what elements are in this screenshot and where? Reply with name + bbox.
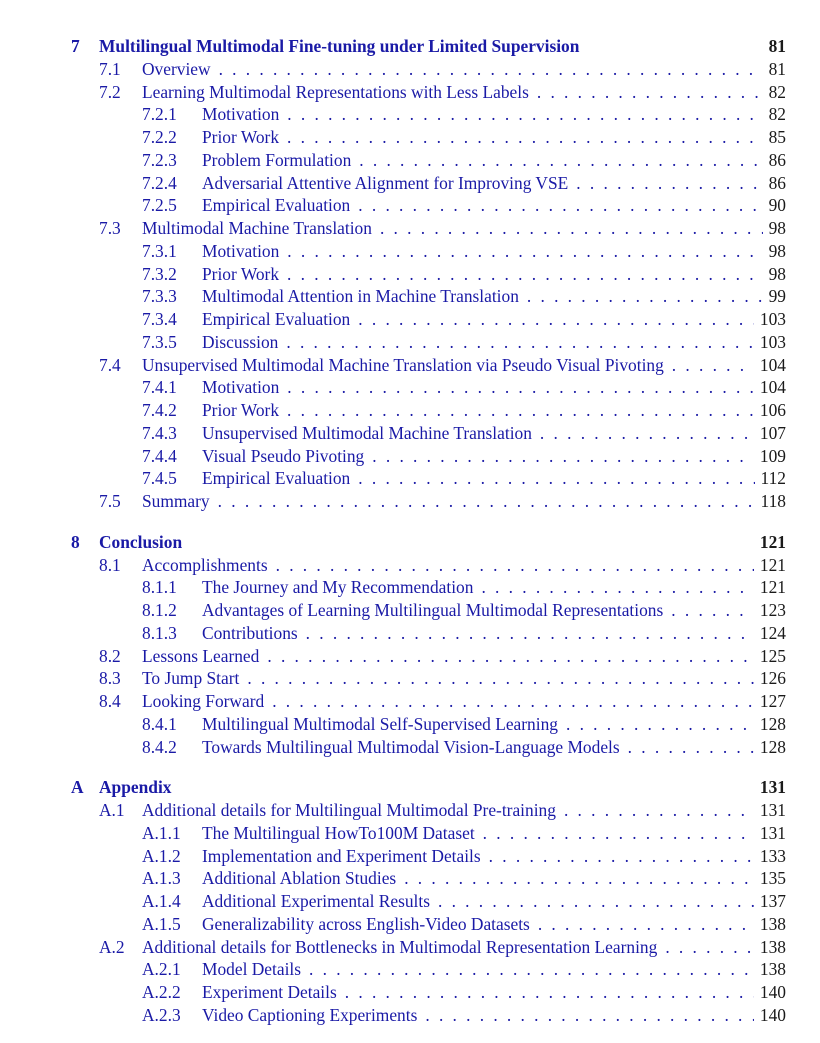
- subsection-entry[interactable]: [142, 822, 786, 844]
- subsection-entry[interactable]: [142, 867, 786, 889]
- entry-title: Unsupervised Multimodal Machine Translation via Pseudo Visual Pivoting: [142, 354, 664, 375]
- entry-page-number: 138: [759, 913, 786, 934]
- dot-leader: [287, 399, 754, 421]
- entry-page-number: 140: [759, 982, 786, 1002]
- dot-leader: [358, 308, 754, 330]
- entry-number: 7.4.2: [142, 400, 177, 420]
- entry-number: A.2: [99, 936, 125, 957]
- subsection-entry[interactable]: [142, 103, 786, 125]
- dot-leader: [287, 103, 762, 125]
- dot-leader: [358, 467, 754, 489]
- entry-number: 7.4.1: [142, 377, 177, 398]
- entry-page-number: 124: [759, 622, 786, 643]
- subsection-entry[interactable]: [142, 126, 786, 148]
- entry-page-number: 128: [759, 713, 786, 734]
- subsection-entry[interactable]: [142, 308, 786, 330]
- entry-title: Motivation: [202, 240, 280, 261]
- entry-title: Adversarial Attentive Alignment for Improving VSE: [202, 172, 569, 193]
- entry-page-number: 107: [759, 422, 786, 443]
- entry-number: 8.1: [99, 554, 121, 575]
- entry-number: 7.2: [99, 81, 121, 102]
- entry-title: Multilingual Multimodal Fine-tuning under Limited Supervision: [99, 36, 580, 56]
- entry-title: Multimodal Machine Translation: [142, 218, 372, 238]
- dot-leader: [537, 81, 763, 103]
- dot-leader: [358, 194, 762, 216]
- entry-title: Accomplishments: [142, 554, 268, 575]
- subsection-entry[interactable]: [142, 399, 786, 421]
- entry-title: Implementation and Experiment Details: [202, 845, 481, 866]
- subsection-entry[interactable]: [142, 981, 786, 1003]
- section-entry[interactable]: [99, 554, 786, 576]
- entry-title: Prior Work: [202, 400, 280, 420]
- entry-page-number: 127: [759, 691, 786, 711]
- entry-page-number: 138: [759, 936, 786, 957]
- entry-title: To Jump Start: [142, 668, 240, 689]
- entry-number: A.2.3: [142, 1004, 181, 1025]
- dot-leader: [380, 217, 763, 239]
- subsection-entry[interactable]: [142, 149, 786, 171]
- entry-title: Visual Pseudo Pivoting: [202, 445, 365, 466]
- entry-page-number: 140: [759, 1004, 786, 1025]
- subsection-entry[interactable]: [142, 845, 786, 867]
- entry-number: 7.4: [99, 354, 121, 375]
- entry-title: Contributions: [202, 622, 298, 643]
- dot-leader: [287, 126, 763, 148]
- dot-leader: [306, 622, 754, 644]
- entry-title: Additional Experimental Results: [202, 891, 430, 911]
- dot-leader: [309, 958, 754, 980]
- dot-leader: [219, 58, 763, 80]
- subsection-entry[interactable]: [142, 890, 786, 912]
- entry-number: 8.4: [99, 691, 121, 711]
- entry-page-number: 121: [759, 577, 786, 598]
- entry-page-number: 103: [759, 331, 786, 352]
- entry-title: Conclusion: [99, 531, 183, 552]
- chapter-entry[interactable]: [71, 531, 786, 553]
- subsection-entry[interactable]: [142, 240, 786, 262]
- dot-leader: [372, 445, 754, 467]
- entry-page-number: 137: [759, 891, 786, 911]
- entry-number: 7.2.2: [142, 127, 177, 147]
- entry-page-number: 133: [759, 845, 786, 866]
- chapter-entry[interactable]: [71, 776, 786, 798]
- entry-title: Empirical Evaluation: [202, 195, 351, 216]
- section-entry[interactable]: [99, 690, 786, 712]
- entry-page-number: 131: [759, 822, 786, 843]
- entry-title: Additional Ablation Studies: [202, 868, 397, 889]
- entry-title: Multilingual Multimodal Self-Supervised Learning: [202, 713, 558, 734]
- entry-number: A.1.3: [142, 868, 181, 889]
- subsection-entry[interactable]: [142, 285, 786, 307]
- subsection-entry[interactable]: [142, 422, 786, 444]
- entry-title: Generalizability across English-Video Datasets: [202, 913, 530, 934]
- dot-leader: [538, 913, 754, 935]
- subsection-entry[interactable]: [142, 263, 786, 285]
- dot-leader: [489, 845, 754, 867]
- entry-number: 8.2: [99, 645, 121, 666]
- entry-page-number: 131: [759, 777, 786, 798]
- entry-page-number: 135: [759, 868, 786, 889]
- entry-page-number: 104: [759, 377, 786, 398]
- entry-number: A.1.2: [142, 845, 181, 866]
- entry-number: 7.3.4: [142, 309, 177, 329]
- entry-title: Overview: [142, 58, 211, 79]
- subsection-entry[interactable]: [142, 622, 786, 644]
- entry-title: Summary: [142, 491, 210, 511]
- entry-page-number: 90: [768, 195, 786, 216]
- entry-page-number: 138: [759, 959, 786, 980]
- subsection-entry[interactable]: [142, 376, 786, 398]
- subsection-entry[interactable]: [142, 467, 786, 489]
- entry-title: Discussion: [202, 331, 279, 352]
- entry-page-number: 99: [768, 286, 786, 307]
- entry-page-number: 86: [768, 172, 786, 193]
- dot-leader: [218, 490, 755, 512]
- subsection-entry[interactable]: [142, 331, 786, 353]
- entry-number: 8: [71, 531, 80, 552]
- entry-title: Learning Multimodal Representations with Less Labels: [142, 81, 529, 102]
- section-entry[interactable]: [99, 217, 786, 239]
- entry-number: A.1.5: [142, 913, 181, 934]
- entry-number: A.2.1: [142, 959, 181, 980]
- entry-title: Advantages of Learning Multilingual Multimodal Representations: [202, 600, 664, 620]
- entry-page-number: 85: [768, 127, 786, 147]
- entry-number: 7.3.3: [142, 286, 177, 307]
- entry-number: 7.4.5: [142, 468, 177, 489]
- dot-leader: [247, 667, 754, 689]
- entry-number: A: [71, 777, 84, 798]
- entry-page-number: 104: [759, 354, 786, 375]
- entry-page-number: 86: [768, 149, 786, 170]
- entry-number: 7.2.4: [142, 172, 177, 193]
- entry-number: A.2.2: [142, 982, 181, 1002]
- dot-leader: [564, 799, 754, 821]
- dot-leader: [481, 576, 753, 598]
- dot-leader: [267, 645, 754, 667]
- subsection-entry[interactable]: [142, 1004, 786, 1026]
- entry-title: Towards Multilingual Multimodal Vision-Language Models: [202, 736, 620, 757]
- chapter-entry[interactable]: [71, 35, 786, 57]
- entry-title: The Journey and My Recommendation: [202, 577, 474, 598]
- entry-number: 7.3.2: [142, 263, 177, 284]
- subsection-entry[interactable]: [142, 913, 786, 935]
- entry-page-number: 103: [759, 309, 786, 329]
- dot-leader: [566, 713, 754, 735]
- dot-leader: [287, 240, 762, 262]
- subsection-entry[interactable]: [142, 576, 786, 598]
- entry-number: 7.2.1: [142, 104, 177, 125]
- dot-leader: [671, 599, 754, 621]
- dot-leader: [672, 354, 754, 376]
- subsection-entry[interactable]: [142, 713, 786, 735]
- entry-title: Empirical Evaluation: [202, 309, 351, 329]
- entry-page-number: 82: [768, 81, 786, 102]
- entry-page-number: 112: [760, 468, 786, 489]
- entry-number: 7.3.5: [142, 331, 177, 352]
- dot-leader: [628, 736, 754, 758]
- entry-number: A.1: [99, 800, 125, 820]
- entry-page-number: 98: [768, 240, 786, 261]
- entry-number: 7.3.1: [142, 240, 177, 261]
- entry-number: 8.4.2: [142, 736, 177, 757]
- section-entry[interactable]: [99, 58, 786, 80]
- entry-title: Unsupervised Multimodal Machine Translation: [202, 422, 532, 443]
- subsection-entry[interactable]: [142, 736, 786, 758]
- entry-number: 7.4.3: [142, 422, 177, 443]
- section-entry[interactable]: [99, 81, 786, 103]
- dot-leader: [425, 1004, 754, 1026]
- dot-leader: [438, 890, 754, 912]
- entry-number: 7: [71, 36, 80, 56]
- entry-page-number: 118: [760, 491, 786, 511]
- entry-title: Prior Work: [202, 263, 280, 284]
- dot-leader: [276, 554, 754, 576]
- entry-title: Motivation: [202, 104, 280, 125]
- dot-leader: [272, 690, 754, 712]
- subsection-entry[interactable]: [142, 599, 786, 621]
- dot-leader: [665, 936, 754, 958]
- dot-leader: [287, 263, 763, 285]
- section-entry[interactable]: [99, 799, 786, 821]
- entry-number: 7.3: [99, 218, 121, 238]
- entry-title: Experiment Details: [202, 982, 337, 1002]
- entry-page-number: 98: [768, 263, 786, 284]
- entry-page-number: 81: [768, 36, 786, 56]
- entry-title: The Multilingual HowTo100M Dataset: [202, 822, 475, 843]
- entry-title: Video Captioning Experiments: [202, 1004, 418, 1025]
- entry-title: Motivation: [202, 377, 280, 398]
- dot-leader: [540, 422, 754, 444]
- entry-title: Empirical Evaluation: [202, 468, 351, 489]
- entry-number: 7.2.5: [142, 195, 177, 216]
- dot-leader: [576, 172, 762, 194]
- entry-page-number: 121: [759, 554, 786, 575]
- entry-number: 7.5: [99, 491, 121, 511]
- entry-page-number: 82: [768, 104, 786, 125]
- entry-page-number: 123: [759, 600, 786, 620]
- entry-title: Multimodal Attention in Machine Translation: [202, 286, 519, 307]
- dot-leader: [527, 285, 763, 307]
- dot-leader: [345, 981, 754, 1003]
- entry-page-number: 131: [759, 800, 786, 820]
- entry-page-number: 126: [759, 668, 786, 689]
- entry-title: Model Details: [202, 959, 302, 980]
- entry-title: Appendix: [99, 777, 172, 798]
- entry-number: 8.3: [99, 668, 121, 689]
- entry-number: 7.2.3: [142, 149, 177, 170]
- entry-title: Prior Work: [202, 127, 280, 147]
- entry-number: 7.1: [99, 58, 121, 79]
- entry-number: 8.1.2: [142, 600, 177, 620]
- entry-page-number: 106: [759, 400, 786, 420]
- section-entry[interactable]: [99, 936, 786, 958]
- entry-title: Lessons Learned: [142, 645, 260, 666]
- entry-number: A.1.1: [142, 822, 181, 843]
- entry-page-number: 109: [759, 445, 786, 466]
- entry-page-number: 125: [759, 645, 786, 666]
- entry-title: Problem Formulation: [202, 149, 352, 170]
- section-entry[interactable]: [99, 645, 786, 667]
- section-entry[interactable]: [99, 667, 786, 689]
- entry-number: 8.1.1: [142, 577, 177, 598]
- entry-page-number: 128: [759, 736, 786, 757]
- subsection-entry[interactable]: [142, 194, 786, 216]
- entry-number: 7.4.4: [142, 445, 177, 466]
- dot-leader: [404, 867, 754, 889]
- entry-page-number: 121: [759, 531, 786, 552]
- subsection-entry[interactable]: [142, 445, 786, 467]
- dot-leader: [483, 822, 754, 844]
- dot-leader: [286, 331, 754, 353]
- subsection-entry[interactable]: [142, 958, 786, 980]
- dot-leader: [287, 376, 754, 398]
- entry-number: 8.4.1: [142, 713, 177, 734]
- entry-page-number: 98: [768, 218, 786, 238]
- entry-title: Looking Forward: [142, 691, 265, 711]
- entry-page-number: 81: [768, 58, 786, 79]
- dot-leader: [359, 149, 762, 171]
- entry-title: Additional details for Multilingual Multimodal Pre-training: [142, 800, 556, 820]
- entry-number: 8.1.3: [142, 622, 177, 643]
- entry-title: Additional details for Bottlenecks in Multimodal Representation Learning: [142, 936, 658, 957]
- section-entry[interactable]: [99, 354, 786, 376]
- subsection-entry[interactable]: [142, 172, 786, 194]
- entry-number: A.1.4: [142, 891, 181, 911]
- section-entry[interactable]: [99, 490, 786, 512]
